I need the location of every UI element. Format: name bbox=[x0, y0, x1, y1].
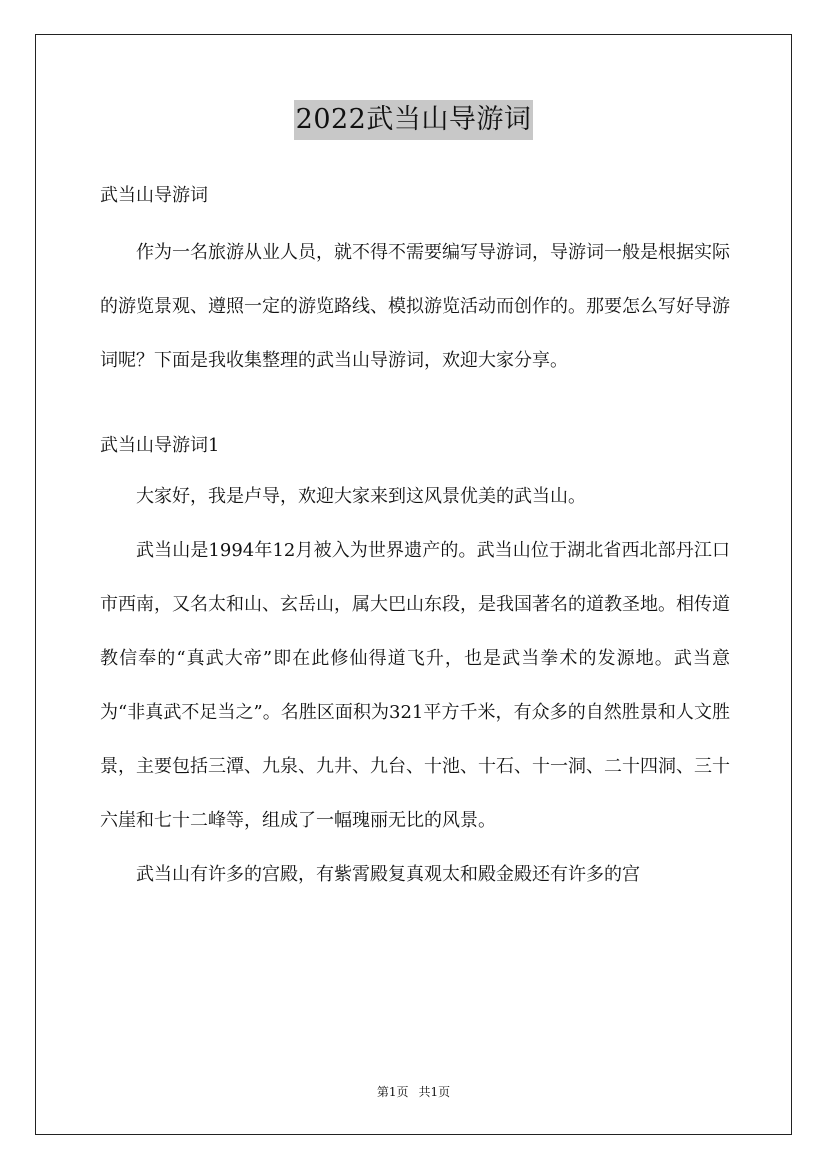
paragraph-1: 大家好，我是卢导，欢迎大家来到这风景优美的武当山。 bbox=[136, 486, 586, 507]
paragraph-2: 武当山是1994年12月被入为世界遗产的。武当山位于湖北省西北部丹江口市西南，又名太和山、玄岳山，属大巴山东段，是我国著名的道教圣地。相传道教信奉的“真武大帝”即在此修仙得道飞升，也是武当拳术的发源地。武当意为“非真武不足当之”。名胜区面积为321平方千米，有众多的自然胜景和人文胜景，主要包括三潭、九泉、九井、九台、十池、十石、十一洞、二十四洞、三十六崖和七十二峰等，组成了一幅瑰丽无比的风景。 bbox=[100, 540, 730, 831]
intro-paragraph: 作为一名旅游从业人员，就不得不需要编写导游词，导游词一般是根据实际的游览景观、遵照一定的游览路线、模拟游览活动而创作的。那要怎么写好导游词呢？下面是我收集整理的武当山导游词，欢迎大家分享。 bbox=[100, 242, 730, 371]
paragraph-3: 武当山有许多的宫殿，有紫霄殿复真观太和殿金殿还有许多的宫 bbox=[136, 864, 640, 885]
document-heading: 武当山导游词 bbox=[100, 185, 208, 206]
page-number: 第1页 bbox=[376, 1085, 409, 1099]
section-gap bbox=[100, 388, 730, 418]
title-container bbox=[0, 100, 827, 140]
document-title: 2022武当山导游词 bbox=[294, 100, 534, 140]
page-footer bbox=[0, 1083, 827, 1100]
document-body bbox=[100, 174, 730, 902]
total-pages: 共1页 bbox=[418, 1085, 451, 1099]
section-heading: 武当山导游词1 bbox=[100, 435, 220, 456]
